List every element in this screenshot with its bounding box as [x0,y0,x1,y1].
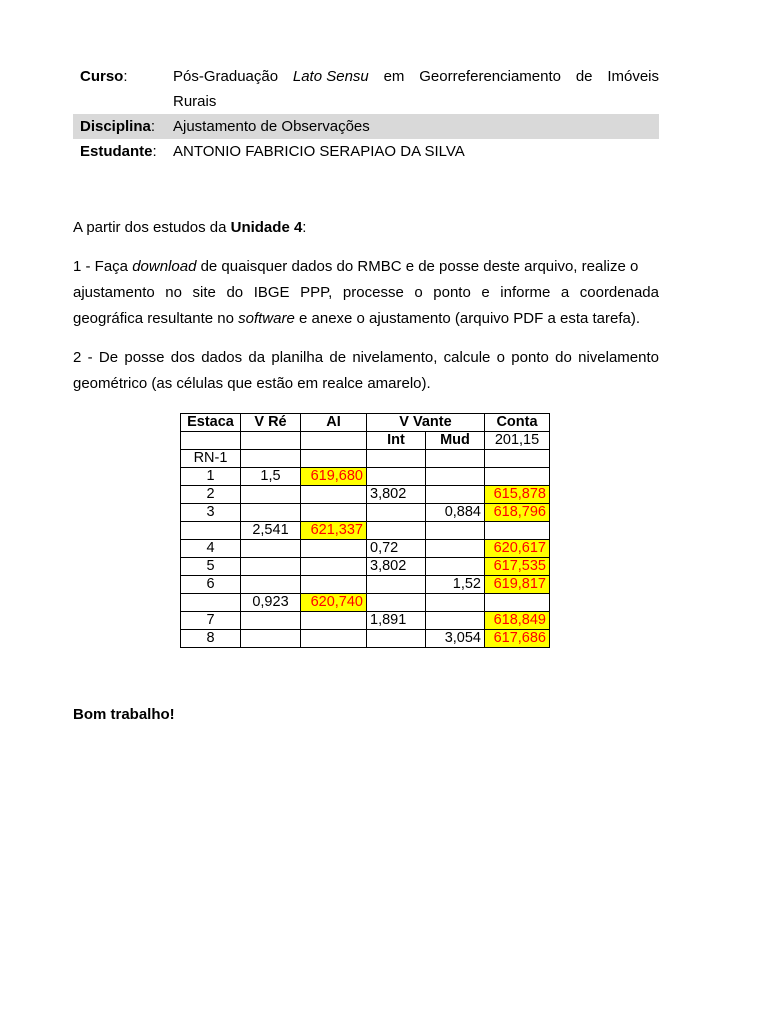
cell-mud: 0,884 [426,504,485,522]
cell-int [367,630,426,648]
cell-vre: 0,923 [241,594,301,612]
curso-label: Curso [80,68,124,85]
cell-ai: 620,740 [301,594,367,612]
cell-estaca [181,594,241,612]
conta-initial: 201,15 [485,432,550,450]
curso-value: Pós-Graduação Lato Sensu em Georreferenciamento de Imóveis Rurais [173,68,659,110]
cell-int: 1,891 [367,612,426,630]
cell-int: 3,802 [367,486,426,504]
header-conta: Conta [485,414,550,432]
question-2: 2 - De posse dos dados da planilha de nivelamento, calcule o ponto do nivelamento geométrico (as células que estão em realce amarelo). [73,349,659,392]
header-info-block [73,64,659,164]
header-vvante: V Vante [367,414,485,432]
question-1: 1 - Faça download de quaisquer dados do RMBC e de posse deste arquivo, realize o ajustamento no site do IBGE PPP, processe o ponto e informe a coordenada geográfica resultante no software e anexe o ajustamento (arquivo PDF a esta tarefa). [73,258,659,327]
cell-estaca: 5 [181,558,241,576]
cell-estaca: 2 [181,486,241,504]
cell-mud [426,468,485,486]
table-row [181,576,550,594]
cell-ai [301,576,367,594]
table-row [181,504,550,522]
header-mud: Mud [426,432,485,450]
disciplina-label: Disciplina [80,118,151,135]
cell-int [367,594,426,612]
table-row [181,630,550,648]
leveling-table [180,413,550,648]
cell-estaca: RN-1 [181,450,241,468]
estudante-label: Estudante [80,143,153,160]
cell-mud [426,558,485,576]
estudante-row: Estudante: ANTONIO FABRICIO SERAPIAO DA SILVA [73,139,659,164]
cell-conta: 618,796 [485,504,550,522]
header-estaca: Estaca [181,414,241,432]
cell-conta [485,522,550,540]
cell-ai [301,630,367,648]
cell-mud [426,486,485,504]
table-row [181,468,550,486]
cell-conta: 618,849 [485,612,550,630]
cell-vre [241,450,301,468]
cell-vre [241,576,301,594]
cell-int: 0,72 [367,540,426,558]
estudante-value: ANTONIO FABRICIO SERAPIAO DA SILVA [173,143,465,160]
cell-conta: 620,617 [485,540,550,558]
cell-estaca: 7 [181,612,241,630]
cell-vre [241,504,301,522]
cell-vre [241,540,301,558]
cell-int [367,576,426,594]
cell-mud [426,594,485,612]
cell-ai [301,504,367,522]
cell-conta [485,594,550,612]
table-row [181,540,550,558]
table-row [181,594,550,612]
cell-int [367,504,426,522]
cell-estaca [181,522,241,540]
header-int: Int [367,432,426,450]
cell-mud: 3,054 [426,630,485,648]
cell-ai [301,486,367,504]
table-row [181,486,550,504]
cell-mud [426,540,485,558]
cell-ai: 619,680 [301,468,367,486]
cell-int: 3,802 [367,558,426,576]
cell-ai [301,612,367,630]
disciplina-row: Disciplina: Ajustamento de Observações [73,114,659,139]
table-header-row [181,414,550,432]
cell-ai [301,450,367,468]
cell-vre [241,612,301,630]
intro-paragraph: A partir dos estudos da Unidade 4: [73,219,307,236]
cell-conta: 617,686 [485,630,550,648]
cell-estaca: 3 [181,504,241,522]
cell-vre [241,558,301,576]
table-row [181,612,550,630]
cell-estaca: 8 [181,630,241,648]
cell-conta: 615,878 [485,486,550,504]
cell-ai [301,558,367,576]
cell-mud [426,612,485,630]
table-row [181,558,550,576]
cell-ai: 621,337 [301,522,367,540]
cell-mud [426,522,485,540]
cell-estaca: 1 [181,468,241,486]
cell-int [367,468,426,486]
cell-conta [485,468,550,486]
cell-conta [485,450,550,468]
disciplina-value: Ajustamento de Observações [173,118,370,135]
cell-int [367,522,426,540]
cell-conta: 619,817 [485,576,550,594]
cell-mud [426,450,485,468]
cell-vre: 2,541 [241,522,301,540]
cell-estaca: 6 [181,576,241,594]
closing-text: Bom trabalho! [73,706,175,723]
cell-conta: 617,535 [485,558,550,576]
header-vre: V Ré [241,414,301,432]
cell-mud: 1,52 [426,576,485,594]
cell-int [367,450,426,468]
table-subheader-row [181,432,550,450]
header-ai: AI [301,414,367,432]
cell-vre [241,486,301,504]
cell-vre [241,630,301,648]
table-row [181,450,550,468]
cell-ai [301,540,367,558]
table-row [181,522,550,540]
curso-row: Curso: Pós-Graduação Lato Sensu em Georreferenciamento de Imóveis Rurais [73,64,659,114]
cell-estaca: 4 [181,540,241,558]
cell-vre: 1,5 [241,468,301,486]
